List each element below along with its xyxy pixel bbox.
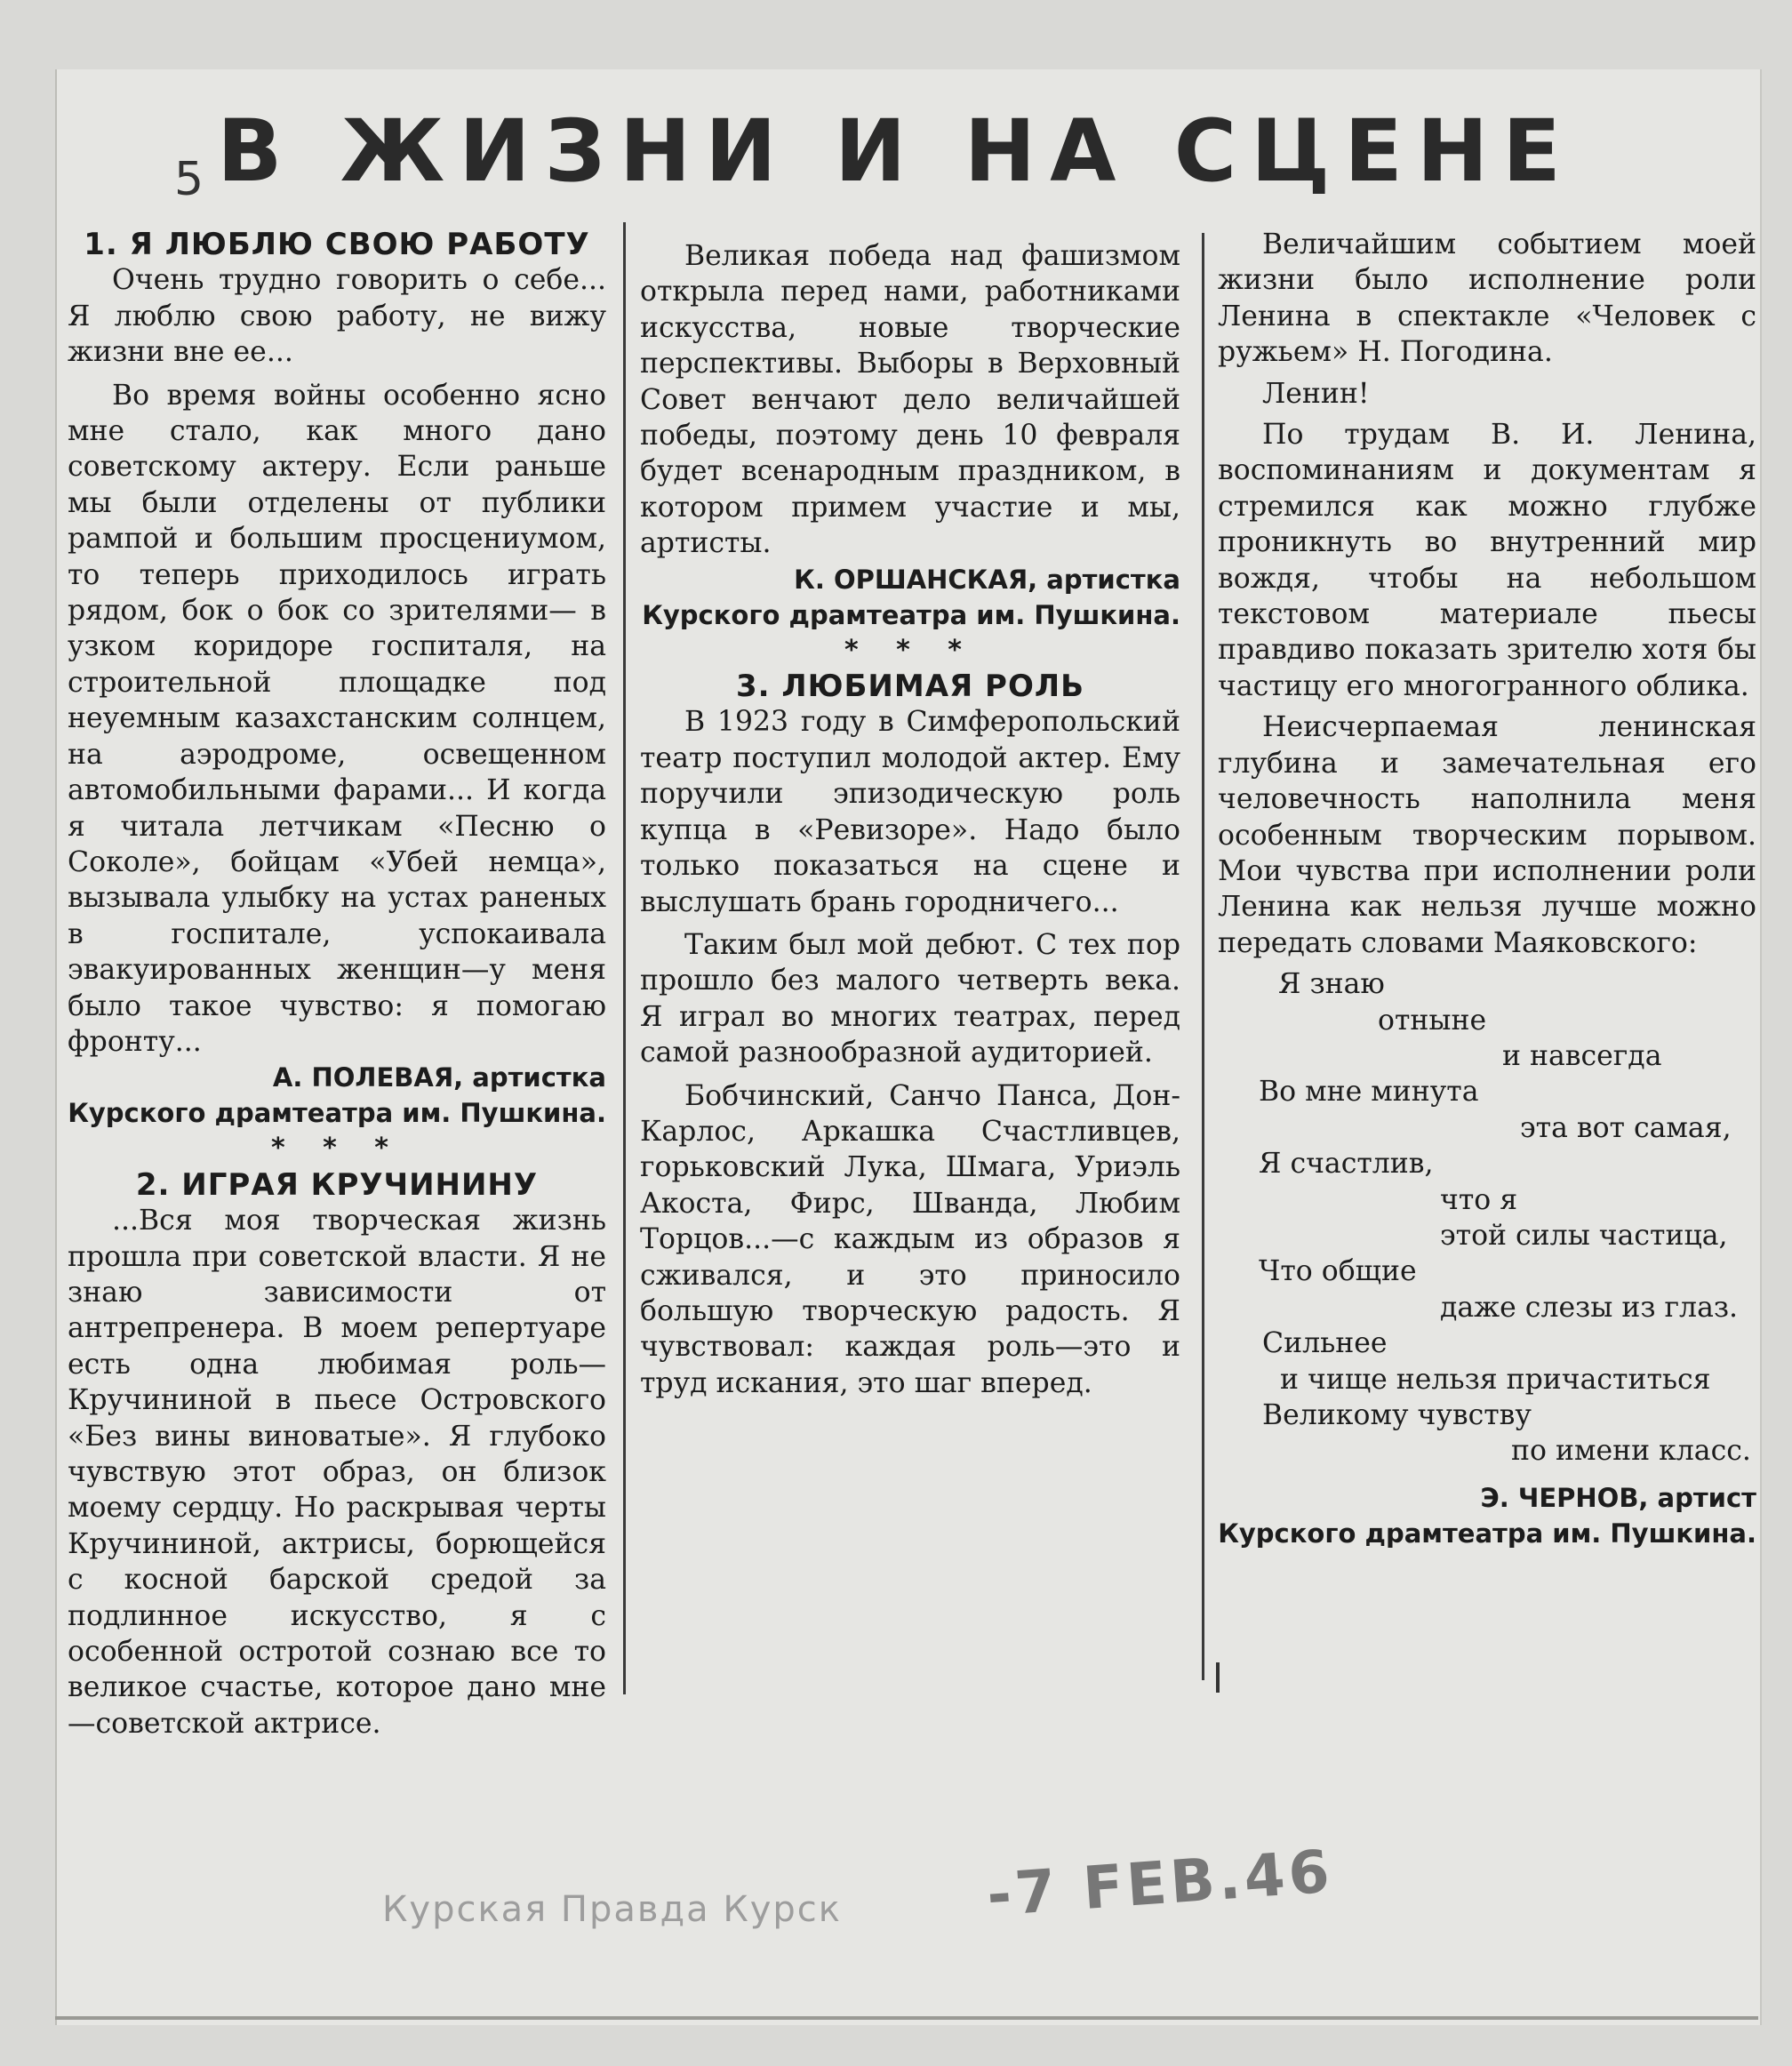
poem-line: Что общие xyxy=(1259,1255,1417,1288)
section-3-title: 3. ЛЮБИМАЯ РОЛЬ xyxy=(735,669,1085,705)
poem-line: этой силы частица, xyxy=(1440,1219,1728,1252)
section-1-paragraph-1: Очень трудно говорить о себе... Я люблю свою работу, не вижу жизни вне ее... xyxy=(68,264,606,369)
date-stamp: -7 FEB.46 xyxy=(984,1837,1335,1930)
section-1-paragraph-2: Во время войны особенно ясно мне стало, как много дано советскому актеру. Если раньше мы были отделены от публики рампой и большим просцениумом, то теперь приходилось играть рядом, бок о бок со зрителями— в узком коридоре госпиталя, на строительной площадке под неуемным казахстанским солнцем, на аэродроме, освещенном автомобильными фарами... И когда я читала летчикам «Песню о Соколе», бойцам «Убей немца», вызывала улыбку на устах раненых в госпитале, успокаивала эвакуированных женщин—у меня было такое чувство: я помогаю фронту... xyxy=(68,379,606,1058)
column-end-marker xyxy=(1216,1662,1220,1693)
section-2-paragraph-2: Великая победа над фашизмом открыла перед нами, работниками искусства, новые творческие перспективы. Выборы в Верховный Совет венчают дело величайшей победы, поэтому день 10 февраля будет всенародным праздником, в котором примем участие и мы, артисты. xyxy=(640,240,1180,560)
section-2-signature-place: Курского драмтеатра им. Пушкина. xyxy=(642,599,1180,630)
section-3-paragraph-7: Неисчерпаемая ленинская глубина и замечательная его человечность наполнила меня особенным творческим порывом. Мои чувства при исполнении роли Ленина как нельзя лучше можно передать словами Маяковского: xyxy=(1218,711,1756,959)
section-1-title: 1. Я ЛЮБЛЮ СВОЮ РАБОТУ xyxy=(84,227,590,262)
section-3-paragraph-2: Таким был мой дебют. С тех пор прошло без малого четверть века. Я играл во многих театрах, перед самой разнообразной аудиторией. xyxy=(640,928,1180,1069)
section-3-paragraph-3: Бобчинский, Санчо Панса, Дон-Карлос, Аркашка Счастливцев, горьковский Лука, Шмага, Уриэль Акоста, Фирс, Шванда, Любим Торцов...—с каждым из образов я сживался, и это приносило большую творческую радость. Я чувствовал: каждая роль—это и труд искания, это шаг вперед. xyxy=(640,1079,1180,1399)
poem-line: и навсегда xyxy=(1502,1039,1662,1072)
poem-line: эта вот самая, xyxy=(1520,1111,1732,1144)
headline: В ЖИЗНИ И НА СЦЕНЕ xyxy=(217,101,1575,201)
mayakovsky-poem xyxy=(1218,966,1756,1469)
section-3-paragraph-4: Величайшим событием моей жизни было исполнение роли Ленина в спектакле «Человек с ружьем» Н. Погодина. xyxy=(1218,228,1756,369)
newspaper-stamp: Курская Правда Курск xyxy=(382,1889,842,1930)
section-3-paragraph-1: В 1923 году в Симферопольский театр поступил молодой актер. Ему поручили эпизодическую роль купца в «Ревизоре». Надо было только показаться на сцене и выслушать брань городничего... xyxy=(640,706,1180,918)
clipping-bottom-edge xyxy=(55,2016,1758,2020)
poem-line: что я xyxy=(1440,1183,1518,1216)
section-2-signature-name: К. ОРШАНСКАЯ, артистка xyxy=(794,564,1180,595)
column-2 xyxy=(640,233,1180,1401)
poem-line: Я счастлив, xyxy=(1259,1148,1434,1181)
column-rule-2 xyxy=(1202,233,1204,1680)
section-1-signature-name: А. ПОЛЕВАЯ, артистка xyxy=(272,1062,606,1093)
poem-line: даже слезы из глаз. xyxy=(1440,1291,1739,1324)
section-3-paragraph-6: По трудам В. И. Ленина, воспоминаниям и документам я стремился как можно глубже проникнуть во внутренний мир вождя, чтобы на небольшом текстовом материале пьесы правдиво показать зрителю хотя бы частицу его многогранного облика. xyxy=(1218,419,1756,702)
column-1 xyxy=(68,227,606,1742)
section-1-signature-place: Курского драмтеатра им. Пушкина. xyxy=(68,1098,606,1129)
poem-line: Во мне минута xyxy=(1259,1076,1479,1109)
poem-line: Я знаю xyxy=(1278,968,1385,1001)
section-2-paragraph-1: ...Вся моя творческая жизнь прошла при советской власти. Я не знаю зависимости от антрепренера. В моем репертуаре есть одна любимая роль—Кручининой в пьесе Островского «Без вины виноватые». Я глубоко чувствую этот образ, он близок моему сердцу. Но раскрывая черты Кручининой, актрисы, борющейся с косной барской средой за подлинное искусство, я с особенной остротой сознаю все то великое счастье, которое дано мне—советской актрисе. xyxy=(68,1205,606,1740)
poem-line: по имени класс. xyxy=(1511,1435,1751,1468)
poem-line: отныне xyxy=(1378,1004,1487,1037)
column-rule-1 xyxy=(623,222,626,1694)
poem-line: Сильнее xyxy=(1262,1327,1388,1360)
poem-line: и чище нельзя причаститься xyxy=(1280,1363,1711,1396)
section-3-signature-place: Курского драмтеатра им. Пушкина. xyxy=(1218,1517,1756,1549)
poem-line: Великому чувству xyxy=(1262,1399,1532,1431)
section-2-title: 2. ИГРАЯ КРУЧИНИНУ xyxy=(135,1166,539,1203)
column-3 xyxy=(1218,227,1756,1551)
section-3-paragraph-5: Ленин! xyxy=(1262,377,1370,410)
section-3-signature-name: Э. ЧЕРНОВ, артист xyxy=(1480,1482,1756,1513)
handwritten-mark: 5 xyxy=(174,153,204,206)
separator-2: * * * xyxy=(844,634,976,666)
separator-1: * * * xyxy=(271,1133,403,1165)
